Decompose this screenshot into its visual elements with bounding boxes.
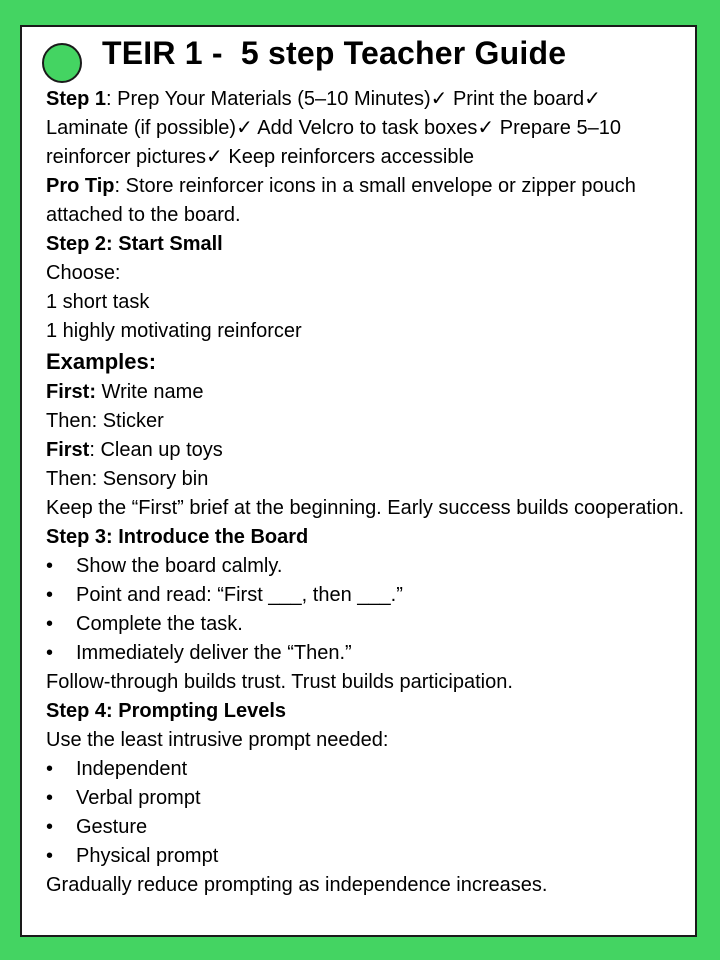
guide-card bbox=[20, 25, 697, 937]
step2-note: Keep the “First” brief at the beginning. Early success builds cooperation. bbox=[46, 497, 685, 519]
step4-bullet bbox=[46, 813, 686, 842]
step4-heading: Step 4: Prompting Levels bbox=[46, 700, 287, 722]
step3-bullet bbox=[46, 639, 686, 668]
step1-paragraph bbox=[46, 85, 686, 172]
step3-bullet bbox=[46, 610, 686, 639]
bullet-icon: • bbox=[46, 845, 54, 867]
protip-text: : Store reinforcer icons in a small envelope or zipper pouch attached to the board. bbox=[46, 175, 636, 226]
step3-bullet-text: Immediately deliver the “Then.” bbox=[76, 642, 352, 664]
protip-heading: Pro Tip bbox=[46, 175, 115, 197]
step3-heading: Step 3: Introduce the Board bbox=[46, 526, 309, 548]
example1-then: Then: Sticker bbox=[46, 410, 164, 432]
example2-label: First bbox=[46, 439, 90, 461]
example2-text: : Clean up toys bbox=[89, 439, 223, 461]
step2-heading: Step 2: Start Small bbox=[46, 233, 223, 255]
step4-bullet-text: Gesture bbox=[76, 816, 148, 838]
step4-note: Gradually reduce prompting as independence increases. bbox=[46, 874, 548, 896]
bullet-icon: • bbox=[46, 584, 54, 606]
step3-bullet-text: Point and read: “First ___, then ___.” bbox=[76, 584, 403, 606]
step4-bullet-text: Physical prompt bbox=[76, 845, 219, 867]
step1-heading: Step 1 bbox=[46, 88, 107, 110]
step4-bullet-text: Verbal prompt bbox=[76, 787, 201, 809]
bullet-icon: • bbox=[46, 613, 54, 635]
example1-first bbox=[46, 378, 686, 407]
bullet-icon: • bbox=[46, 758, 54, 780]
step2-line1: 1 short task bbox=[46, 291, 150, 313]
examples-heading: Examples: bbox=[46, 349, 157, 374]
step4-intro: Use the least intrusive prompt needed: bbox=[46, 729, 389, 751]
example2-first bbox=[46, 436, 686, 465]
step2-choose: Choose: bbox=[46, 262, 121, 284]
page-title: TEIR 1 - 5 step Teacher Guide bbox=[102, 35, 567, 71]
bullet-icon: • bbox=[46, 555, 54, 577]
bullet-icon: • bbox=[46, 787, 54, 809]
step3-bullet bbox=[46, 581, 686, 610]
step3-bullet bbox=[46, 552, 686, 581]
step1-text: : Prep Your Materials (5–10 Minutes)✓ Print the board✓ Laminate (if possible)✓ Add Velcro to task boxes✓ Prepare 5–10 reinforcer pictures✓ Keep reinforcers accessible bbox=[46, 88, 621, 168]
example2-then: Then: Sensory bin bbox=[46, 468, 209, 490]
step4-bullet bbox=[46, 842, 686, 871]
green-circle-icon bbox=[42, 43, 82, 83]
bullet-icon: • bbox=[46, 816, 54, 838]
step3-bullet-text: Complete the task. bbox=[76, 613, 243, 635]
protip-paragraph bbox=[46, 172, 686, 230]
step3-bullet-text: Show the board calmly. bbox=[76, 555, 283, 577]
step3-note: Follow-through builds trust. Trust builds participation. bbox=[46, 671, 513, 693]
step2-line2: 1 highly motivating reinforcer bbox=[46, 320, 302, 342]
step4-bullet bbox=[46, 784, 686, 813]
example1-label: First: bbox=[46, 381, 96, 403]
example1-text: Write name bbox=[96, 381, 204, 403]
bullet-icon: • bbox=[46, 642, 54, 664]
step4-bullet-text: Independent bbox=[76, 758, 188, 780]
guide-content bbox=[46, 85, 686, 900]
step4-bullet bbox=[46, 755, 686, 784]
